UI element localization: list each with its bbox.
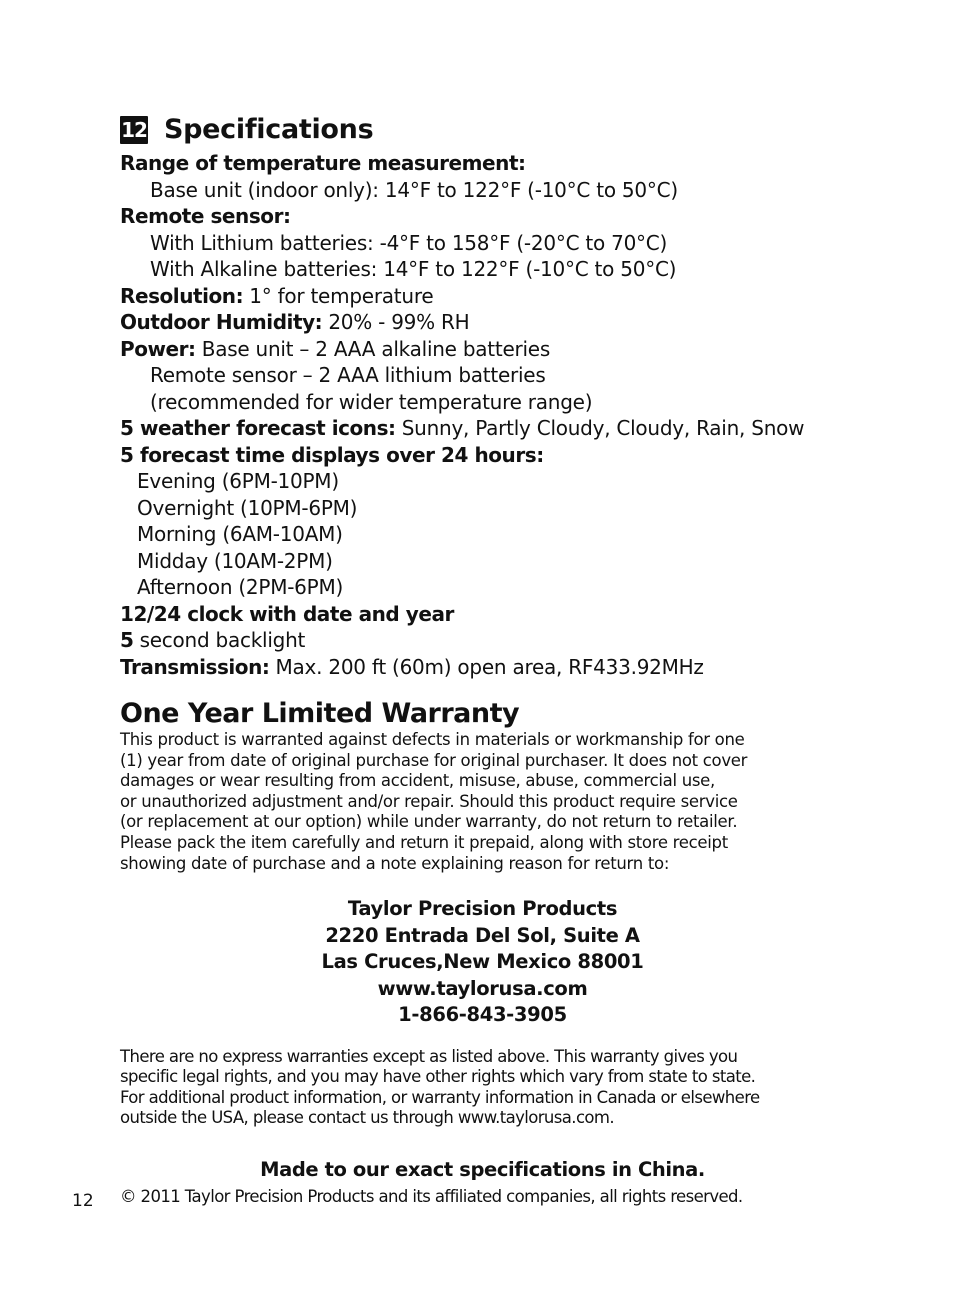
resolution-value: 1° for temperature	[243, 283, 434, 308]
backlight-line	[120, 627, 845, 654]
humidity-value: 20% - 99% RH	[322, 310, 470, 334]
power-remote: Remote sensor – 2 AAA lithium batteries	[150, 363, 546, 387]
resolution-line	[120, 283, 845, 310]
remote-sensor-label: Remote sensor:	[120, 204, 291, 228]
specifications-title: Specifications	[164, 114, 374, 145]
warranty-line: Please pack the item carefully and return it prepaid, along with store receipt	[120, 832, 728, 852]
copyright-notice: © 2011 Taylor Precision Products and its affiliated companies, all rights reserved.	[120, 1187, 743, 1207]
disclaimer-line: specific legal rights, and you may have other rights which vary from state to state.	[120, 1067, 756, 1087]
transmission-value: Max. 200 ft (60m) open area, RF433.92MHz	[269, 654, 704, 679]
forecast-display-item: Overnight (10PM-6PM)	[137, 495, 358, 520]
forecast-display-item: Afternoon (2PM-6PM)	[137, 575, 344, 599]
remote-lithium-range: With Lithium batteries: -4°F to 158°F (-20°C to 70°C)	[150, 230, 668, 255]
made-in-statement: Made to our exact specifications in China.	[260, 1158, 705, 1182]
range-base-unit: Base unit (indoor only): 14°F to 122°F (-10°C to 50°C)	[150, 177, 678, 202]
forecast-displays-label: 5 forecast time displays over 24 hours:	[120, 442, 544, 467]
power-line	[120, 336, 845, 363]
range-label: Range of temperature measurement:	[120, 151, 526, 175]
forecast-icons-label: 5 weather forecast icons:	[120, 416, 396, 440]
humidity-line	[120, 309, 845, 336]
power-label: Power:	[120, 336, 196, 361]
forecast-display-item: Midday (10AM-2PM)	[137, 548, 333, 573]
disclaimer-line: For additional product information, or warranty information in Canada or elsewhere	[120, 1087, 760, 1107]
remote-alkaline-range: With Alkaline batteries: 14°F to 122°F (-10°C to 50°C)	[150, 257, 677, 281]
backlight-number: 5	[120, 628, 134, 652]
city-state-zip: Las Cruces,New Mexico 88001	[321, 950, 644, 974]
power-note: (recommended for wider temperature range)	[150, 389, 593, 414]
forecast-icons-line	[120, 415, 845, 442]
warranty-line: or unauthorized adjustment and/or repair. Should this product require service	[120, 791, 738, 811]
disclaimer-line: outside the USA, please contact us through www.taylorusa.com.	[120, 1108, 615, 1128]
clock-line: 12/24 clock with date and year	[120, 601, 454, 626]
backlight-value: second backlight	[133, 628, 306, 652]
forecast-display-item: Evening (6PM-10PM)	[137, 469, 339, 493]
warranty-line: showing date of purchase and a note explaining reason for return to:	[120, 853, 670, 873]
warranty-line: damages or wear resulting from accident, misuse, abuse, commercial use,	[120, 771, 715, 791]
warranty-line: (or replacement at our option) while under warranty, do not return to retailer.	[120, 812, 738, 832]
company-name: Taylor Precision Products	[347, 897, 618, 921]
forecast-icons-value: Sunny, Partly Cloudy, Cloudy, Rain, Snow	[395, 416, 805, 440]
return-address	[120, 896, 845, 1029]
disclaimer-line: There are no express warranties except as listed above. This warranty gives you	[120, 1046, 738, 1066]
humidity-label: Outdoor Humidity:	[120, 310, 323, 334]
document-page	[120, 112, 845, 1207]
specifications-heading	[120, 112, 845, 148]
warranty-line: (1) year from date of original purchase for original purchaser. It does not cover	[120, 750, 748, 770]
page-number: 12	[72, 1191, 94, 1211]
warranty-line: This product is warranted against defects in materials or workmanship for one	[120, 730, 745, 749]
phone-number: 1-866-843-3905	[398, 1003, 567, 1027]
power-value: Base unit – 2 AAA alkaline batteries	[195, 336, 551, 361]
forecast-display-item: Morning (6AM-10AM)	[137, 522, 343, 546]
disclaimer-paragraph	[120, 1047, 845, 1129]
website: www.taylorusa.com	[377, 976, 588, 1000]
warranty-title: One Year Limited Warranty	[120, 698, 520, 729]
transmission-label: Transmission:	[120, 654, 270, 679]
section-number-badge: 12	[121, 118, 147, 142]
street-address: 2220 Entrada Del Sol, Suite A	[325, 923, 640, 947]
transmission-line	[120, 654, 845, 681]
warranty-paragraph	[120, 730, 845, 874]
resolution-label: Resolution:	[120, 283, 244, 308]
